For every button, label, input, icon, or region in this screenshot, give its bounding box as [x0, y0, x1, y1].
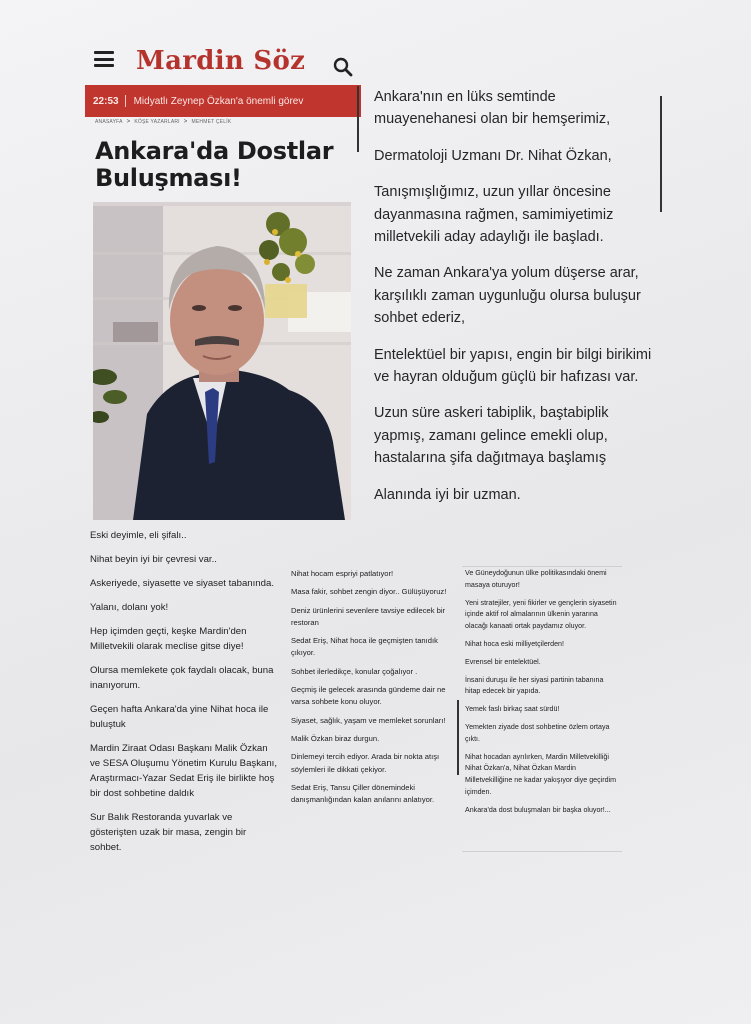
- breadcrumb-arrow-icon: >: [126, 119, 131, 125]
- paragraph: Eski deyimle, eli şifalı..: [90, 530, 187, 541]
- title-line-2: Buluşması!: [95, 164, 242, 192]
- paragraph: Entelektüel bir yapısı, engin bir bilgi birikimi ve hayran olduğum güçlü bir hafızası var.: [374, 346, 652, 386]
- ticker-headline[interactable]: Midyatlı Zeynep Özkan'a önemli görev: [133, 95, 304, 107]
- article-intro: [374, 86, 654, 520]
- paragraph: Askeriyede, siyasette ve siyaset tabanında.: [90, 578, 274, 589]
- paragraph: Nihat beyin iyi bir çevresi var..: [90, 554, 217, 565]
- breadcrumb-section[interactable]: KÖŞE YAZARLARI: [134, 119, 180, 125]
- article-column-1: [90, 528, 280, 864]
- column-divider: [457, 700, 459, 775]
- news-ticker[interactable]: [85, 85, 361, 117]
- paragraph: Uzun süre askeri tabiplik, baştabiplik yapmış, zamanı gelince emekli olup, hastalarına şifa dağıtmaya başlamış: [374, 405, 609, 467]
- paragraph: Yalanı, dolanı yok!: [90, 602, 169, 613]
- paragraph: Tanışmışlığımız, uzun yıllar öncesine dayanmasına rağmen, samimiyetimiz milletvekili aday adaylığı ile başladı.: [374, 184, 614, 246]
- site-logo[interactable]: Mardin Söz: [136, 46, 306, 76]
- ticker-time: 22:53: [93, 95, 119, 107]
- paragraph: Yemekten ziyade dost sohbetine özlem ortaya çıktı.: [465, 722, 610, 743]
- paragraph: Evrensel bir entelektüel.: [465, 657, 541, 666]
- divider: [462, 851, 622, 852]
- paragraph: Ankara'nın en lüks semtinde muayenehanesi olan bir hemşerimiz,: [374, 89, 611, 128]
- paragraph: Sedat Eriş, Tansu Çiller dönemindeki danışmanlığından kalan anılarını anlatıyor.: [291, 782, 435, 805]
- divider: [462, 566, 622, 567]
- paragraph: Hep içimden geçti, keşke Mardin'den Milletvekili olarak meclise gitse diye!: [90, 626, 247, 652]
- paragraph: Malik Özkan biraz durgun.: [291, 733, 380, 743]
- paragraph: Ankara'da dost buluşmaları bir başka oluyor!...: [465, 805, 611, 814]
- paragraph: Sohbet ilerledikçe, konular çoğalıyor .: [291, 666, 418, 676]
- paragraph: Nihat hocadan ayrılırken, Mardin Milletvekilliği Nihat Özkan'a, Nihat Özkan Mardin Milletvekilliğine ne kadar yakışıyor diye geçirdim içimden.: [465, 752, 616, 796]
- breadcrumb-author[interactable]: MEHMET ÇELİK: [191, 119, 232, 125]
- paragraph: Yemek faslı birkaç saat sürdü!: [465, 705, 560, 714]
- paragraph: Dinlemeyi tercih ediyor. Arada bir nokta atışı söylemleri ile dikkati çekiyor.: [291, 752, 440, 774]
- paragraph: Mardin Ziraat Odası Başkanı Malik Özkan ve SESA Oluşumu Yönetim Kurulu Başkanı, Araştırmacı-Yazar Sedat Eriş ile birlikte hoş bir dost sohbetine daldık: [90, 743, 277, 799]
- paragraph: Deniz ürünlerini sevenlere tavsiye edilecek bir restoran: [291, 605, 446, 627]
- breadcrumb-home[interactable]: ANASAYFA: [95, 119, 123, 125]
- paragraph: Ve Güneydoğunun ülke politikasındaki önemi masaya oturuyor!: [465, 569, 607, 589]
- paragraph: Siyaset, sağlık, yaşam ve memleket sorunları!: [291, 715, 446, 725]
- paragraph: Geçen hafta Ankara'da yine Nihat hoca ile buluştuk: [90, 704, 269, 730]
- ticker-divider: [125, 95, 126, 107]
- article-title: [95, 138, 350, 192]
- breadcrumb: [95, 119, 231, 125]
- title-line-1: Ankara'da Dostlar: [95, 137, 334, 165]
- paragraph: Olursa memlekete çok faydalı olacak, buna inanıyorum.: [90, 665, 274, 691]
- column-divider: [357, 86, 359, 152]
- search-icon[interactable]: [333, 57, 353, 77]
- article-column-3: [465, 568, 617, 823]
- paragraph: Yeni stratejiler, yeni fikirler ve gençlerin siyasetin içinde aktif rol almalarının ülkenin yararına olacağı kanaati ortak paydamız oluyor.: [465, 598, 617, 631]
- paragraph: Nihat hoca eski milliyetçilerden!: [465, 639, 564, 648]
- paragraph: Ne zaman Ankara'ya yolum düşerse arar, karşılıklı zaman uygunluğu olursa buluşur sohbet ederiz,: [374, 265, 641, 327]
- breadcrumb-arrow-icon: >: [183, 119, 188, 125]
- paragraph: İnsani duruşu ile her siyasi partinin tabanına hitap edecek bir yapıda.: [465, 675, 604, 696]
- paragraph: Geçmiş ile gelecek arasında gündeme dair ne varsa sohbete konu oluyor.: [291, 685, 446, 707]
- paragraph: Masa fakir, sohbet zengin diyor.. Gülüşüyoruz!: [291, 587, 447, 597]
- paragraph: Sedat Eriş, Nihat hoca ile geçmişten tanıdık çıkıyor.: [291, 636, 438, 658]
- paragraph: Nihat hocam espriyi patlatıyor!: [291, 569, 394, 578]
- paragraph: Alanında iyi bir uzman.: [374, 486, 521, 503]
- menu-icon[interactable]: [94, 51, 114, 67]
- paragraph: Sur Balık Restoranda yuvarlak ve gösterişten uzak bir masa, zengin bir sohbet.: [90, 812, 247, 853]
- article-photo: [93, 202, 351, 520]
- paragraph: Dermatoloji Uzmanı Dr. Nihat Özkan,: [374, 147, 612, 164]
- article-column-2: [291, 568, 456, 812]
- page-divider: [660, 96, 662, 212]
